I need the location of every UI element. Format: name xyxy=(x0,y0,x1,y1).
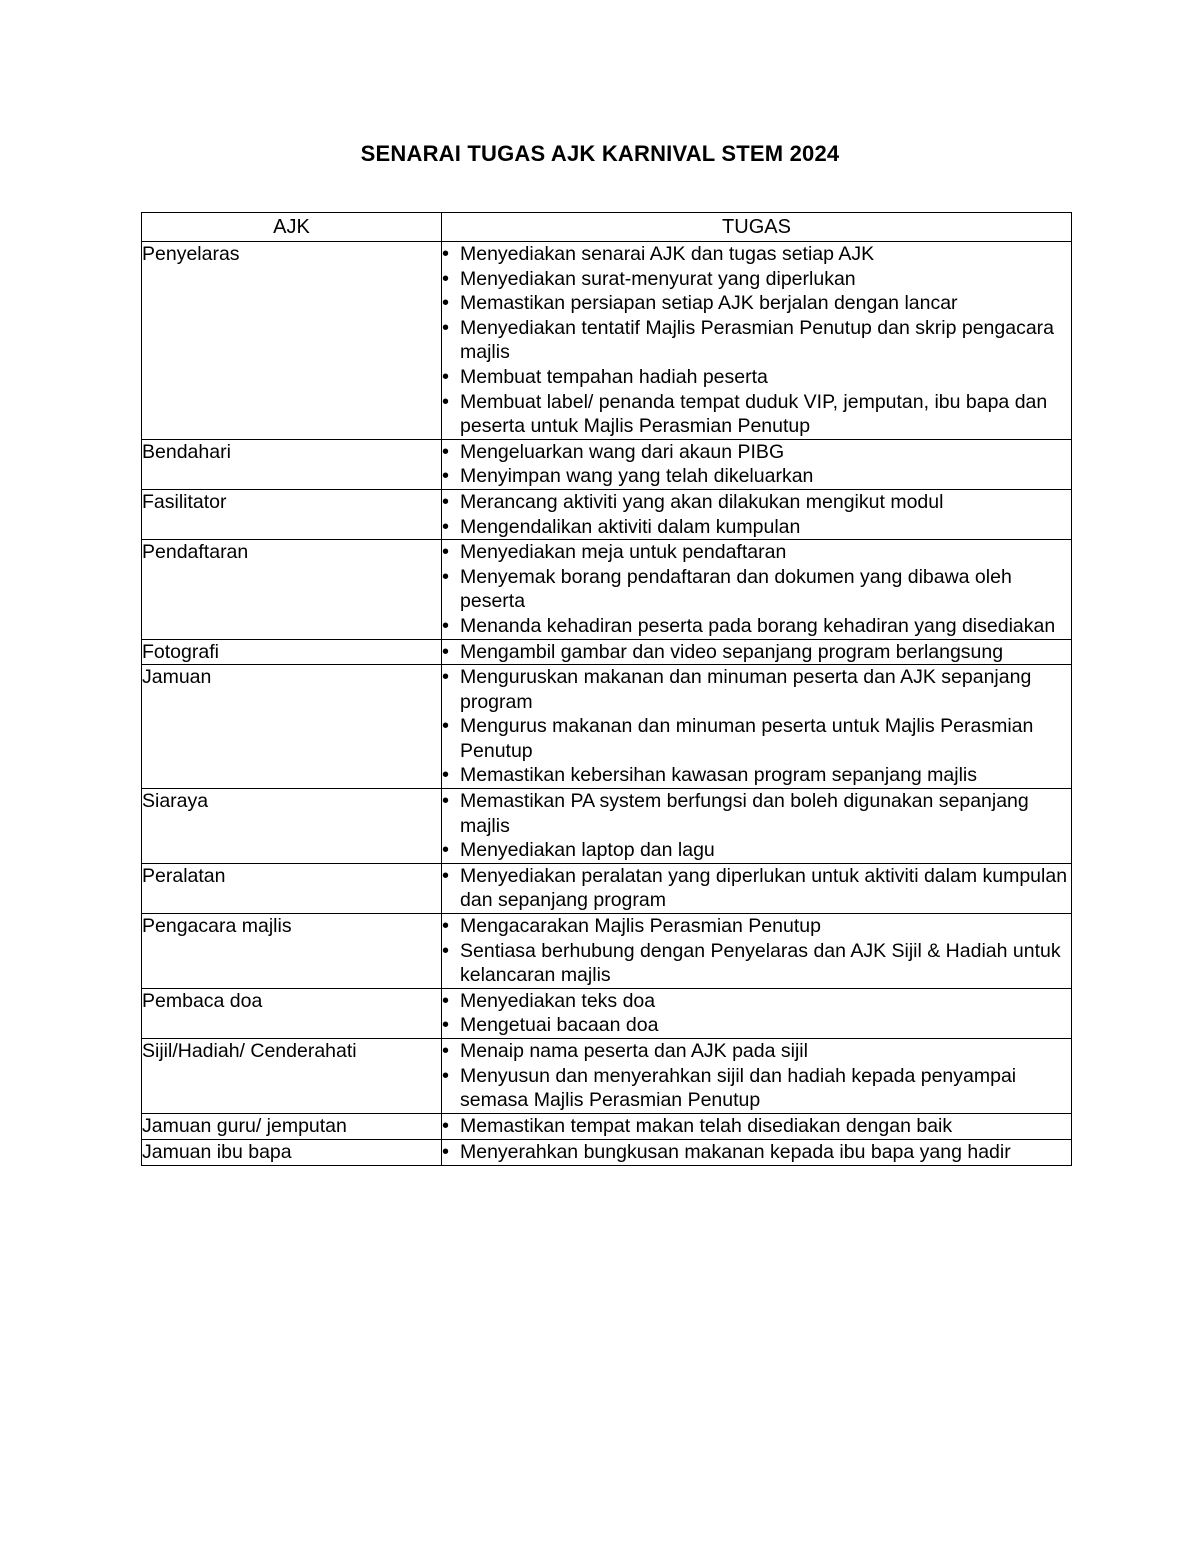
ajk-cell: Jamuan xyxy=(142,665,442,789)
table-row xyxy=(142,789,1072,864)
ajk-cell: Pendaftaran xyxy=(142,540,442,639)
table-row xyxy=(142,863,1072,913)
table-row xyxy=(142,489,1072,539)
task-item: • Membuat tempahan hadiah peserta xyxy=(442,365,1071,390)
tugas-cell xyxy=(442,863,1072,913)
tugas-cell xyxy=(442,242,1072,440)
task-item: • Mengambil gambar dan video sepanjang program berlangsung xyxy=(442,640,1071,665)
tugas-cell xyxy=(442,489,1072,539)
task-item: • Menyediakan laptop dan lagu xyxy=(442,838,1071,863)
task-list xyxy=(442,242,1071,439)
task-item: • Mengeluarkan wang dari akaun PIBG xyxy=(442,440,1071,465)
task-list xyxy=(442,864,1071,913)
table-row xyxy=(142,914,1072,989)
task-list xyxy=(442,989,1071,1038)
task-list xyxy=(442,789,1071,863)
task-item: • Menguruskan makanan dan minuman peserta dan AJK sepanjang program xyxy=(442,665,1071,714)
table-row xyxy=(142,665,1072,789)
task-item: • Menyediakan senarai AJK dan tugas setiap AJK xyxy=(442,242,1071,267)
task-item: • Menyimpan wang yang telah dikeluarkan xyxy=(442,464,1071,489)
header-ajk: AJK xyxy=(142,213,442,242)
ajk-cell: Fasilitator xyxy=(142,489,442,539)
ajk-cell: Peralatan xyxy=(142,863,442,913)
table-row xyxy=(142,988,1072,1038)
tugas-cell xyxy=(442,665,1072,789)
table-row xyxy=(142,639,1072,665)
header-tugas: TUGAS xyxy=(442,213,1072,242)
task-list xyxy=(442,1039,1071,1113)
tugas-cell xyxy=(442,540,1072,639)
task-item: • Menaip nama peserta dan AJK pada sijil xyxy=(442,1039,1071,1064)
table-header-row xyxy=(142,213,1072,242)
table-row xyxy=(142,242,1072,440)
task-item: • Menyediakan tentatif Majlis Perasmian Penutup dan skrip pengacara majlis xyxy=(442,316,1071,365)
ajk-cell: Sijil/Hadiah/ Cenderahati xyxy=(142,1039,442,1114)
task-item: • Mengurus makanan dan minuman peserta untuk Majlis Perasmian Penutup xyxy=(442,714,1071,763)
ajk-cell: Pengacara majlis xyxy=(142,914,442,989)
table-row xyxy=(142,540,1072,639)
task-list xyxy=(442,665,1071,788)
task-item: • Merancang aktiviti yang akan dilakukan mengikut modul xyxy=(442,490,1071,515)
task-list xyxy=(442,440,1071,489)
task-list xyxy=(442,540,1071,638)
task-item: • Menyemak borang pendaftaran dan dokumen yang dibawa oleh peserta xyxy=(442,565,1071,614)
task-item: • Memastikan kebersihan kawasan program sepanjang majlis xyxy=(442,763,1071,788)
task-list xyxy=(442,490,1071,539)
task-item: • Mengendalikan aktiviti dalam kumpulan xyxy=(442,515,1071,540)
tugas-cell xyxy=(442,988,1072,1038)
duty-table xyxy=(141,212,1072,1166)
task-list xyxy=(442,1140,1071,1165)
table-row xyxy=(142,1140,1072,1166)
tugas-cell xyxy=(442,789,1072,864)
task-list xyxy=(442,914,1071,988)
task-item: • Menanda kehadiran peserta pada borang kehadiran yang disediakan xyxy=(442,614,1071,639)
tugas-cell xyxy=(442,1113,1072,1140)
ajk-cell: Bendahari xyxy=(142,439,442,489)
ajk-cell: Jamuan ibu bapa xyxy=(142,1140,442,1166)
task-item: • Mengetuai bacaan doa xyxy=(442,1013,1071,1038)
tugas-cell xyxy=(442,914,1072,989)
task-item: • Memastikan persiapan setiap AJK berjalan dengan lancar xyxy=(442,291,1071,316)
task-item: • Menyerahkan bungkusan makanan kepada ibu bapa yang hadir xyxy=(442,1140,1071,1165)
task-list xyxy=(442,1114,1071,1139)
ajk-cell: Penyelaras xyxy=(142,242,442,440)
task-item: • Menyediakan meja untuk pendaftaran xyxy=(442,540,1071,565)
task-item: • Sentiasa berhubung dengan Penyelaras dan AJK Sijil & Hadiah untuk kelancaran majlis xyxy=(442,939,1071,988)
ajk-cell: Siaraya xyxy=(142,789,442,864)
task-item: • Mengacarakan Majlis Perasmian Penutup xyxy=(442,914,1071,939)
task-item: • Menyediakan peralatan yang diperlukan untuk aktiviti dalam kumpulan dan sepanjang program xyxy=(442,864,1071,913)
document-title: SENARAI TUGAS AJK KARNIVAL STEM 2024 xyxy=(360,141,840,166)
task-item: • Menyusun dan menyerahkan sijil dan hadiah kepada penyampai semasa Majlis Perasmian Penutup xyxy=(442,1064,1071,1113)
table-row xyxy=(142,1039,1072,1114)
task-item: • Menyediakan teks doa xyxy=(442,989,1071,1014)
tugas-cell xyxy=(442,439,1072,489)
tugas-cell xyxy=(442,639,1072,665)
tugas-cell xyxy=(442,1140,1072,1166)
tugas-cell xyxy=(442,1039,1072,1114)
task-item: • Membuat label/ penanda tempat duduk VIP, jemputan, ibu bapa dan peserta untuk Majlis Perasmian Penutup xyxy=(442,390,1071,439)
table-row xyxy=(142,439,1072,489)
task-item: • Menyediakan surat-menyurat yang diperlukan xyxy=(442,267,1071,292)
table-row xyxy=(142,1113,1072,1140)
task-item: • Memastikan PA system berfungsi dan boleh digunakan sepanjang majlis xyxy=(442,789,1071,838)
task-list xyxy=(442,640,1071,665)
task-item: • Memastikan tempat makan telah disediakan dengan baik xyxy=(442,1114,1071,1139)
ajk-cell: Fotografi xyxy=(142,639,442,665)
ajk-cell: Pembaca doa xyxy=(142,988,442,1038)
ajk-cell: Jamuan guru/ jemputan xyxy=(142,1113,442,1140)
